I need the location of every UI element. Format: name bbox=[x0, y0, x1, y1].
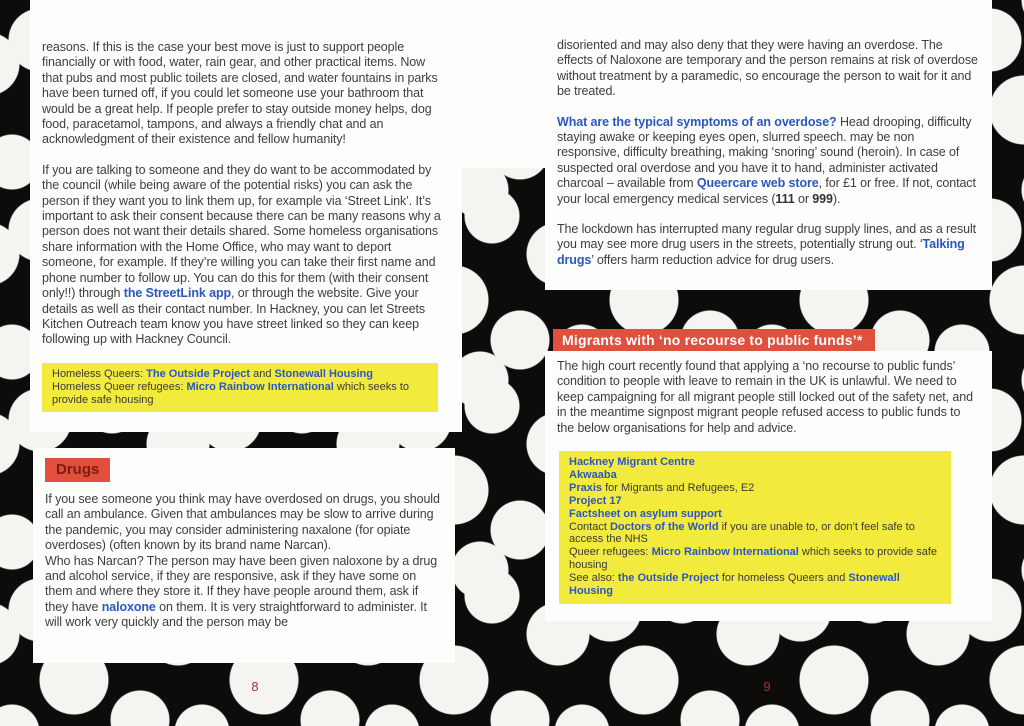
text-segment: Who has Narcan? The person may have been given naloxone by a drug and alcohol service, if they are responsive, ask if they have some on them and where they store it. If they have people around them, ask if they have bbox=[45, 553, 438, 614]
drugs-section-block bbox=[33, 448, 455, 663]
link-micro-rainbow-international[interactable]: Micro Rainbow International bbox=[186, 380, 334, 393]
link-project-17[interactable]: Project 17 bbox=[569, 494, 622, 507]
drugs-heading-badge: Drugs bbox=[45, 458, 110, 482]
link-the-outside-project[interactable]: The Outside Project bbox=[146, 367, 251, 380]
text-segment: The high court recently found that applying a ‘no recourse to public funds’ condition to people with leave to remain in the UK is unlawful. We need to keep campaigning for all migrant people still locked out of the safety net, and in the meantime signpost migrant people refused access to public funds to the below organisations for help and advice. bbox=[557, 359, 973, 435]
resource-line bbox=[569, 521, 941, 547]
text-segment: Head drooping, difficulty staying awake or keeping eyes open, slurred speech. may be non responsive, difficulty breathing, making ‘snoring’ sound (heroin). In case of suspected oral overdose and you have it to hand, administer activated charcoal – available from bbox=[557, 114, 972, 191]
resource-line bbox=[569, 572, 941, 598]
link-doctors-of-the-world[interactable]: Doctors of the World bbox=[609, 520, 719, 533]
migrants-heading-badge: Migrants with ‘no recourse to public funds’* bbox=[553, 329, 875, 352]
text-segment: , or through the website. Give your details as well as their contact number. In Hackney, you can let Streets Kitchen Outreach team know you have street linked so they can keep following up with Hackney Council. bbox=[42, 286, 426, 347]
emergency-number-999: 999 bbox=[812, 191, 833, 206]
housing-box-line-refugees bbox=[52, 381, 428, 407]
migrants-section-block bbox=[545, 351, 992, 621]
text-segment: , for £1 or free. If not, contact your local emergency medical services ( bbox=[557, 176, 976, 206]
link-the-outside-project[interactable]: the Outside Project bbox=[617, 572, 719, 585]
text-segment: Queer refugees: bbox=[569, 546, 652, 559]
text-segment: reasons. If this is the case your best move is just to support people financially or with food, water, rain gear, and other practical items. Now that pubs and most public toilets are closed, and water fountains in parks have been turned off, if you could let someone use your bathroom that would be a great help. If people prefer to stay outside money helps, dog food, paracetamol, tampons, and always a friendly chat and an acknowledgment of their existence and fellow humanity! bbox=[42, 40, 438, 147]
text-segment: and bbox=[250, 367, 275, 380]
right-page-text-block bbox=[545, 0, 992, 290]
text-segment: for Migrants and Refugees, E2 bbox=[602, 481, 755, 494]
paragraph-streetlink bbox=[42, 163, 448, 348]
text-segment: on them. It is very straightforward to administer. It will work very quickly and the person may be bbox=[45, 599, 427, 630]
page-number-right: 9 bbox=[763, 679, 771, 694]
resource-line bbox=[569, 508, 941, 521]
text-segment: The lockdown has interrupted many regular drug supply lines, and as a result you may see more drug users in the streets, potentially strung out. ‘ bbox=[557, 222, 977, 252]
page-gutter-paper bbox=[460, 0, 547, 168]
text-segment: for homeless Queers and bbox=[718, 572, 849, 585]
left-page-text-block bbox=[30, 0, 462, 432]
paragraph-overdose-ambulance bbox=[45, 492, 443, 554]
text-segment: if you are unable to, or don’t feel safe to access the NHS bbox=[569, 520, 915, 546]
link-praxis[interactable]: Praxis bbox=[569, 481, 603, 494]
text-segment: ’ offers harm reduction advice for drug users. bbox=[591, 252, 834, 267]
link-factsheet-asylum-support[interactable]: Factsheet on asylum support bbox=[569, 507, 722, 520]
text-segment: If you see someone you think may have overdosed on drugs, you should call an ambulance. Given that ambulances may be slow to arrive during the pandemic, you may consider administering naxalone (for opiate overdoses) (often known by its brand name Narcan). bbox=[45, 492, 440, 553]
symptoms-question-lead: What are the typical symptoms of an overdose? bbox=[557, 114, 837, 129]
paragraph-practical-support bbox=[42, 40, 448, 148]
resource-line bbox=[569, 482, 941, 495]
text-segment: which seeks to provide safe housing bbox=[52, 380, 410, 406]
text-segment: ). bbox=[832, 191, 841, 206]
paragraph-high-court-ruling bbox=[557, 359, 980, 436]
link-talking-drugs[interactable]: Talking drugs bbox=[557, 237, 965, 267]
text-segment: If you are talking to someone and they do want to be accommodated by the council (while being aware of the potential risks) you can ask the person if they want you to link them up, for example via ‘Street Link’. It’s important to ask their consent because there can be many reasons why a person does not want their details shared. Some homeless organisations share information with the Home Office, who may want to deport someone, for example. If they’re willing you can take their first name and phone number to follow up. You can do this for them (with their consent only!!) through bbox=[42, 162, 441, 301]
text-segment: which seeks to provide safe housing bbox=[569, 546, 938, 572]
link-stonewall-housing[interactable]: Stonewall Housing bbox=[569, 572, 900, 598]
housing-resources-box bbox=[42, 363, 438, 413]
page-number-left: 8 bbox=[251, 679, 259, 694]
paragraph-naloxone-effects bbox=[557, 38, 980, 100]
resource-line bbox=[569, 495, 941, 508]
text-segment: Homeless Queer refugees: bbox=[52, 380, 187, 393]
link-akwaaba[interactable]: Akwaaba bbox=[569, 468, 617, 481]
text-segment: or bbox=[794, 191, 813, 206]
migrant-resources-box bbox=[559, 451, 951, 604]
text-segment: Homeless Queers: bbox=[52, 367, 147, 380]
resource-line bbox=[569, 546, 941, 572]
text-segment: disoriented and may also deny that they were having an overdose. The effects of Naloxone are temporary and the person remains at risk of overdose without treatment by a paramedic, so encourage the person to wait for it and be treated. bbox=[557, 38, 978, 99]
link-micro-rainbow-international[interactable]: Micro Rainbow International bbox=[651, 546, 799, 559]
resource-line bbox=[569, 456, 941, 469]
link-hackney-migrant-centre[interactable]: Hackney Migrant Centre bbox=[569, 456, 695, 469]
paragraph-lockdown-drug-supply bbox=[557, 222, 980, 268]
resource-line bbox=[569, 469, 941, 482]
paragraph-overdose-symptoms bbox=[557, 115, 980, 207]
link-naloxone[interactable]: naloxone bbox=[101, 599, 156, 614]
text-segment: See also: bbox=[569, 572, 618, 585]
link-streetlink-app[interactable]: the StreetLink app bbox=[123, 286, 232, 301]
emergency-number-111: 111 bbox=[775, 191, 795, 206]
housing-box-line-queers bbox=[52, 368, 428, 381]
link-queercare-web-store[interactable]: Queercare web store bbox=[696, 176, 819, 191]
paragraph-who-has-narcan bbox=[45, 554, 443, 631]
link-stonewall-housing[interactable]: Stonewall Housing bbox=[274, 367, 373, 380]
text-segment: Contact bbox=[569, 520, 610, 533]
